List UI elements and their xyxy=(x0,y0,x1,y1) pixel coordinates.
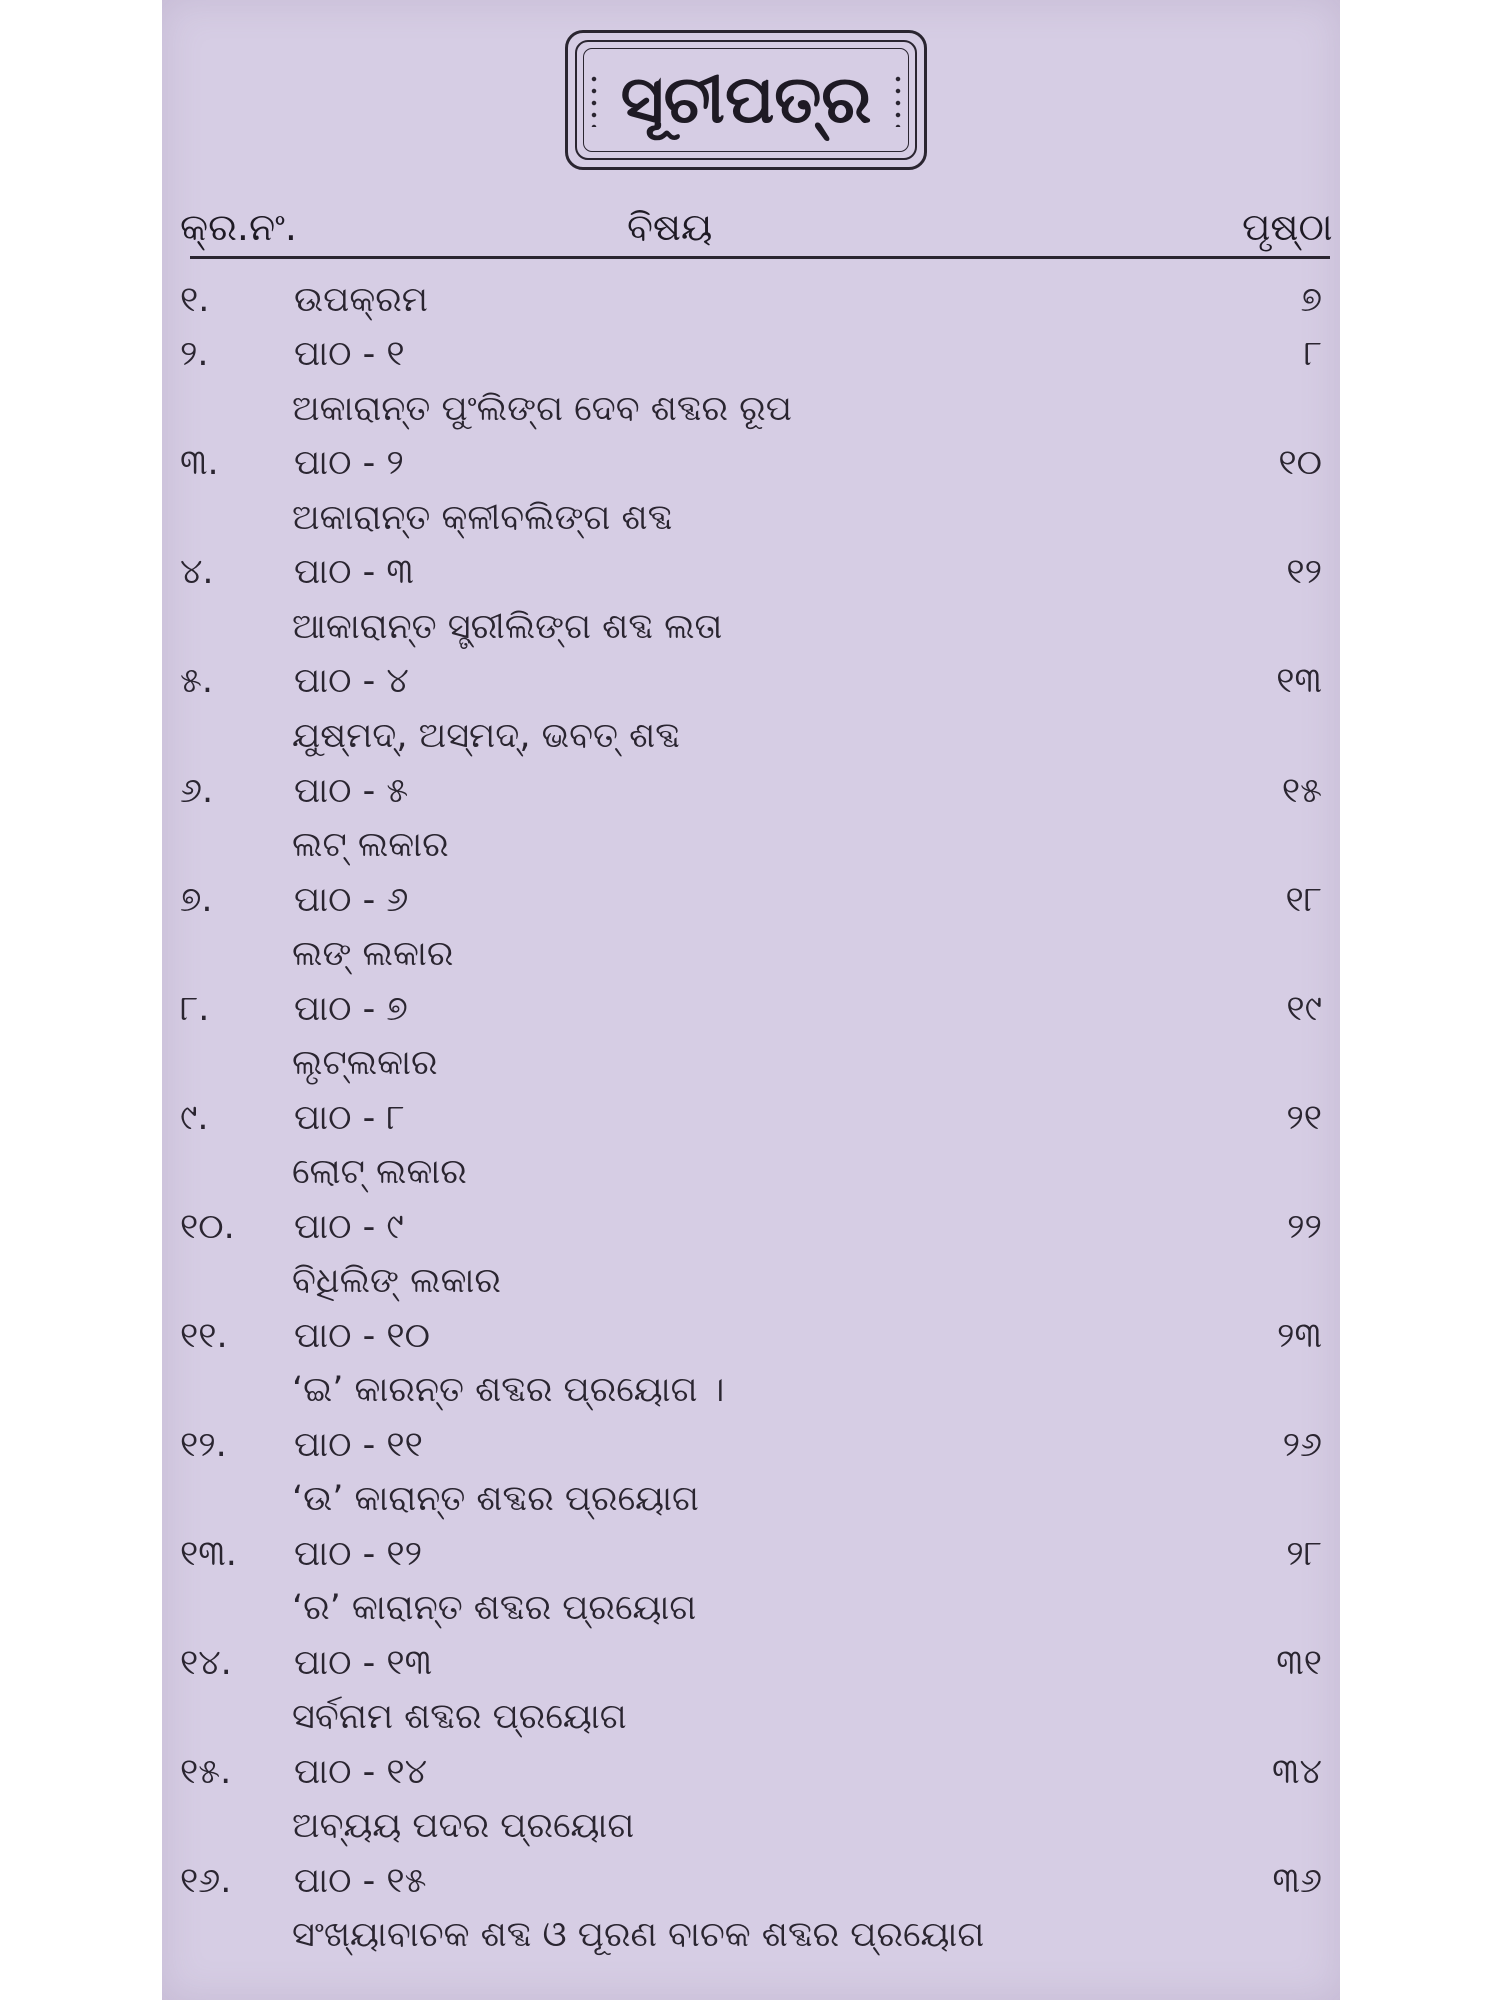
toc-description: ଆକାରାନ୍ତ ସ୍ତ୍ରୀଲିଙ୍ଗ ଶବ୍ଦ ଲତା xyxy=(292,607,723,647)
toc-lesson: ଉପକ୍ରମ xyxy=(294,280,428,320)
toc-number: ୧୨. xyxy=(180,1425,227,1465)
toc-page: ୧୯ xyxy=(1286,989,1322,1029)
toc-number: ୧. xyxy=(180,280,210,320)
ornament-dots-right xyxy=(894,73,902,127)
toc-lesson: ପାଠ - ୩ xyxy=(294,552,414,592)
toc-page: ୭ xyxy=(1300,280,1322,320)
toc-description: ‘ଇ’ କାରନ୍ତ ଶବ୍ଦର ପ୍ରୟୋଗ । xyxy=(292,1370,725,1410)
ornament-dots-left xyxy=(590,73,598,127)
toc-lesson: ପାଠ - ୭ xyxy=(294,989,408,1029)
toc-page: ୧୮ xyxy=(1285,880,1322,920)
toc-description: ସର୍ବନାମ ଶବ୍ଦର ପ୍ରୟୋଗ xyxy=(292,1697,627,1737)
toc-lesson: ପାଠ - ୧୪ xyxy=(294,1752,428,1792)
toc-page: ୨୮ xyxy=(1286,1534,1322,1574)
toc-description: ଲଙ୍ ଲକାର xyxy=(292,934,454,974)
toc-number: ୫. xyxy=(180,661,213,701)
toc-lesson: ପାଠ - ୧୦ xyxy=(294,1316,430,1356)
toc-lesson: ପାଠ - ୯ xyxy=(294,1207,404,1247)
toc-number: ୪. xyxy=(180,552,214,592)
toc-page: ୨୬ xyxy=(1282,1425,1322,1465)
toc-number: ୧୦. xyxy=(180,1207,235,1247)
header-divider xyxy=(190,256,1330,259)
toc-page: ୨୩ xyxy=(1277,1316,1322,1356)
toc-page: ୧୫ xyxy=(1281,771,1322,811)
title-frame xyxy=(565,30,927,170)
toc-page: ୩୬ xyxy=(1272,1861,1322,1901)
toc-description: ସଂଖ୍ୟାବାଚକ ଶବ୍ଦ ଓ ପୂରଣ ବାଚକ ଶବ୍ଦର ପ୍ରୟୋଗ xyxy=(292,1915,985,1955)
toc-page: ୩୪ xyxy=(1272,1752,1322,1792)
toc-number: ୯. xyxy=(180,1098,209,1138)
toc-number: ୧୬. xyxy=(180,1861,232,1901)
toc-page: ୧୩ xyxy=(1276,661,1322,701)
toc-description: ଲୃଟ୍ଲକାର xyxy=(292,1043,438,1083)
toc-page: ୧୨ xyxy=(1286,552,1322,592)
toc-page: ୧୦ xyxy=(1278,443,1322,483)
header-page: ପୃଷ୍ଠା xyxy=(1242,205,1333,249)
toc-description: ଲଟ୍ ଲକାର xyxy=(292,825,449,865)
header-serial: କ୍ର.ନଂ. xyxy=(180,205,297,249)
toc-lesson: ପାଠ - ୬ xyxy=(294,880,409,920)
toc-lesson: ପାଠ - ୧୫ xyxy=(294,1861,427,1901)
toc-description: ଅବ୍ୟୟ ପଦର ପ୍ରୟୋଗ xyxy=(292,1806,635,1846)
toc-description: ‘ଉ’ କାରାନ୍ତ ଶବ୍ଦର ପ୍ରୟୋଗ xyxy=(292,1479,699,1519)
toc-page: ୩୧ xyxy=(1276,1643,1322,1683)
toc-number: ୩. xyxy=(180,443,219,483)
toc-lesson: ପାଠ - ୧୧ xyxy=(294,1425,423,1465)
toc-lesson: ପାଠ - ୧୩ xyxy=(294,1643,433,1683)
toc-number: ୧୧. xyxy=(180,1316,228,1356)
toc-number: ୧୩. xyxy=(180,1534,237,1574)
toc-lesson: ପାଠ - ୫ xyxy=(294,771,409,811)
toc-number: ୬. xyxy=(180,771,214,811)
toc-description: ଯୁଷ୍ମଦ୍, ଅସ୍ମଦ୍, ଭବତ୍ ଶବ୍ଦ xyxy=(292,716,680,756)
toc-description: ଅକାରାନ୍ତ କ୍ଳୀବଲିଙ୍ଗ ଶବ୍ଦ xyxy=(292,498,673,538)
toc-number: ୧୫. xyxy=(180,1752,232,1792)
toc-lesson: ପାଠ - ୮ xyxy=(294,1098,405,1138)
toc-lesson: ପାଠ - ୧ xyxy=(294,334,405,374)
toc-lesson: ପାଠ - ୨ xyxy=(294,443,404,483)
toc-description: ଅକାରାନ୍ତ ପୁଂଲିଙ୍ଗ ଦେବ ଶବ୍ଦର ରୂପ xyxy=(292,389,792,429)
toc-page: ୮ xyxy=(1303,334,1322,374)
toc-page: ୨୧ xyxy=(1286,1098,1322,1138)
toc-description: ଲୋଟ୍ ଲକାର xyxy=(292,1152,467,1192)
toc-number: ୭. xyxy=(180,880,213,920)
toc-lesson: ପାଠ - ୧୨ xyxy=(294,1534,423,1574)
toc-description: ‘ର’ କାରାନ୍ତ ଶବ୍ଦର ପ୍ରୟୋଗ xyxy=(292,1588,697,1628)
toc-number: ୮. xyxy=(180,989,210,1029)
toc-lesson: ପାଠ - ୪ xyxy=(294,661,409,701)
toc-number: ୧୪. xyxy=(180,1643,232,1683)
toc-page: ୨୨ xyxy=(1287,1207,1322,1247)
toc-description: ବିଧିଲିଙ୍ ଲକାର xyxy=(292,1261,501,1301)
page-title: ସୂଚୀପତ୍ର xyxy=(620,60,872,138)
toc-number: ୨. xyxy=(180,334,209,374)
header-subject: ବିଷୟ xyxy=(627,205,713,249)
